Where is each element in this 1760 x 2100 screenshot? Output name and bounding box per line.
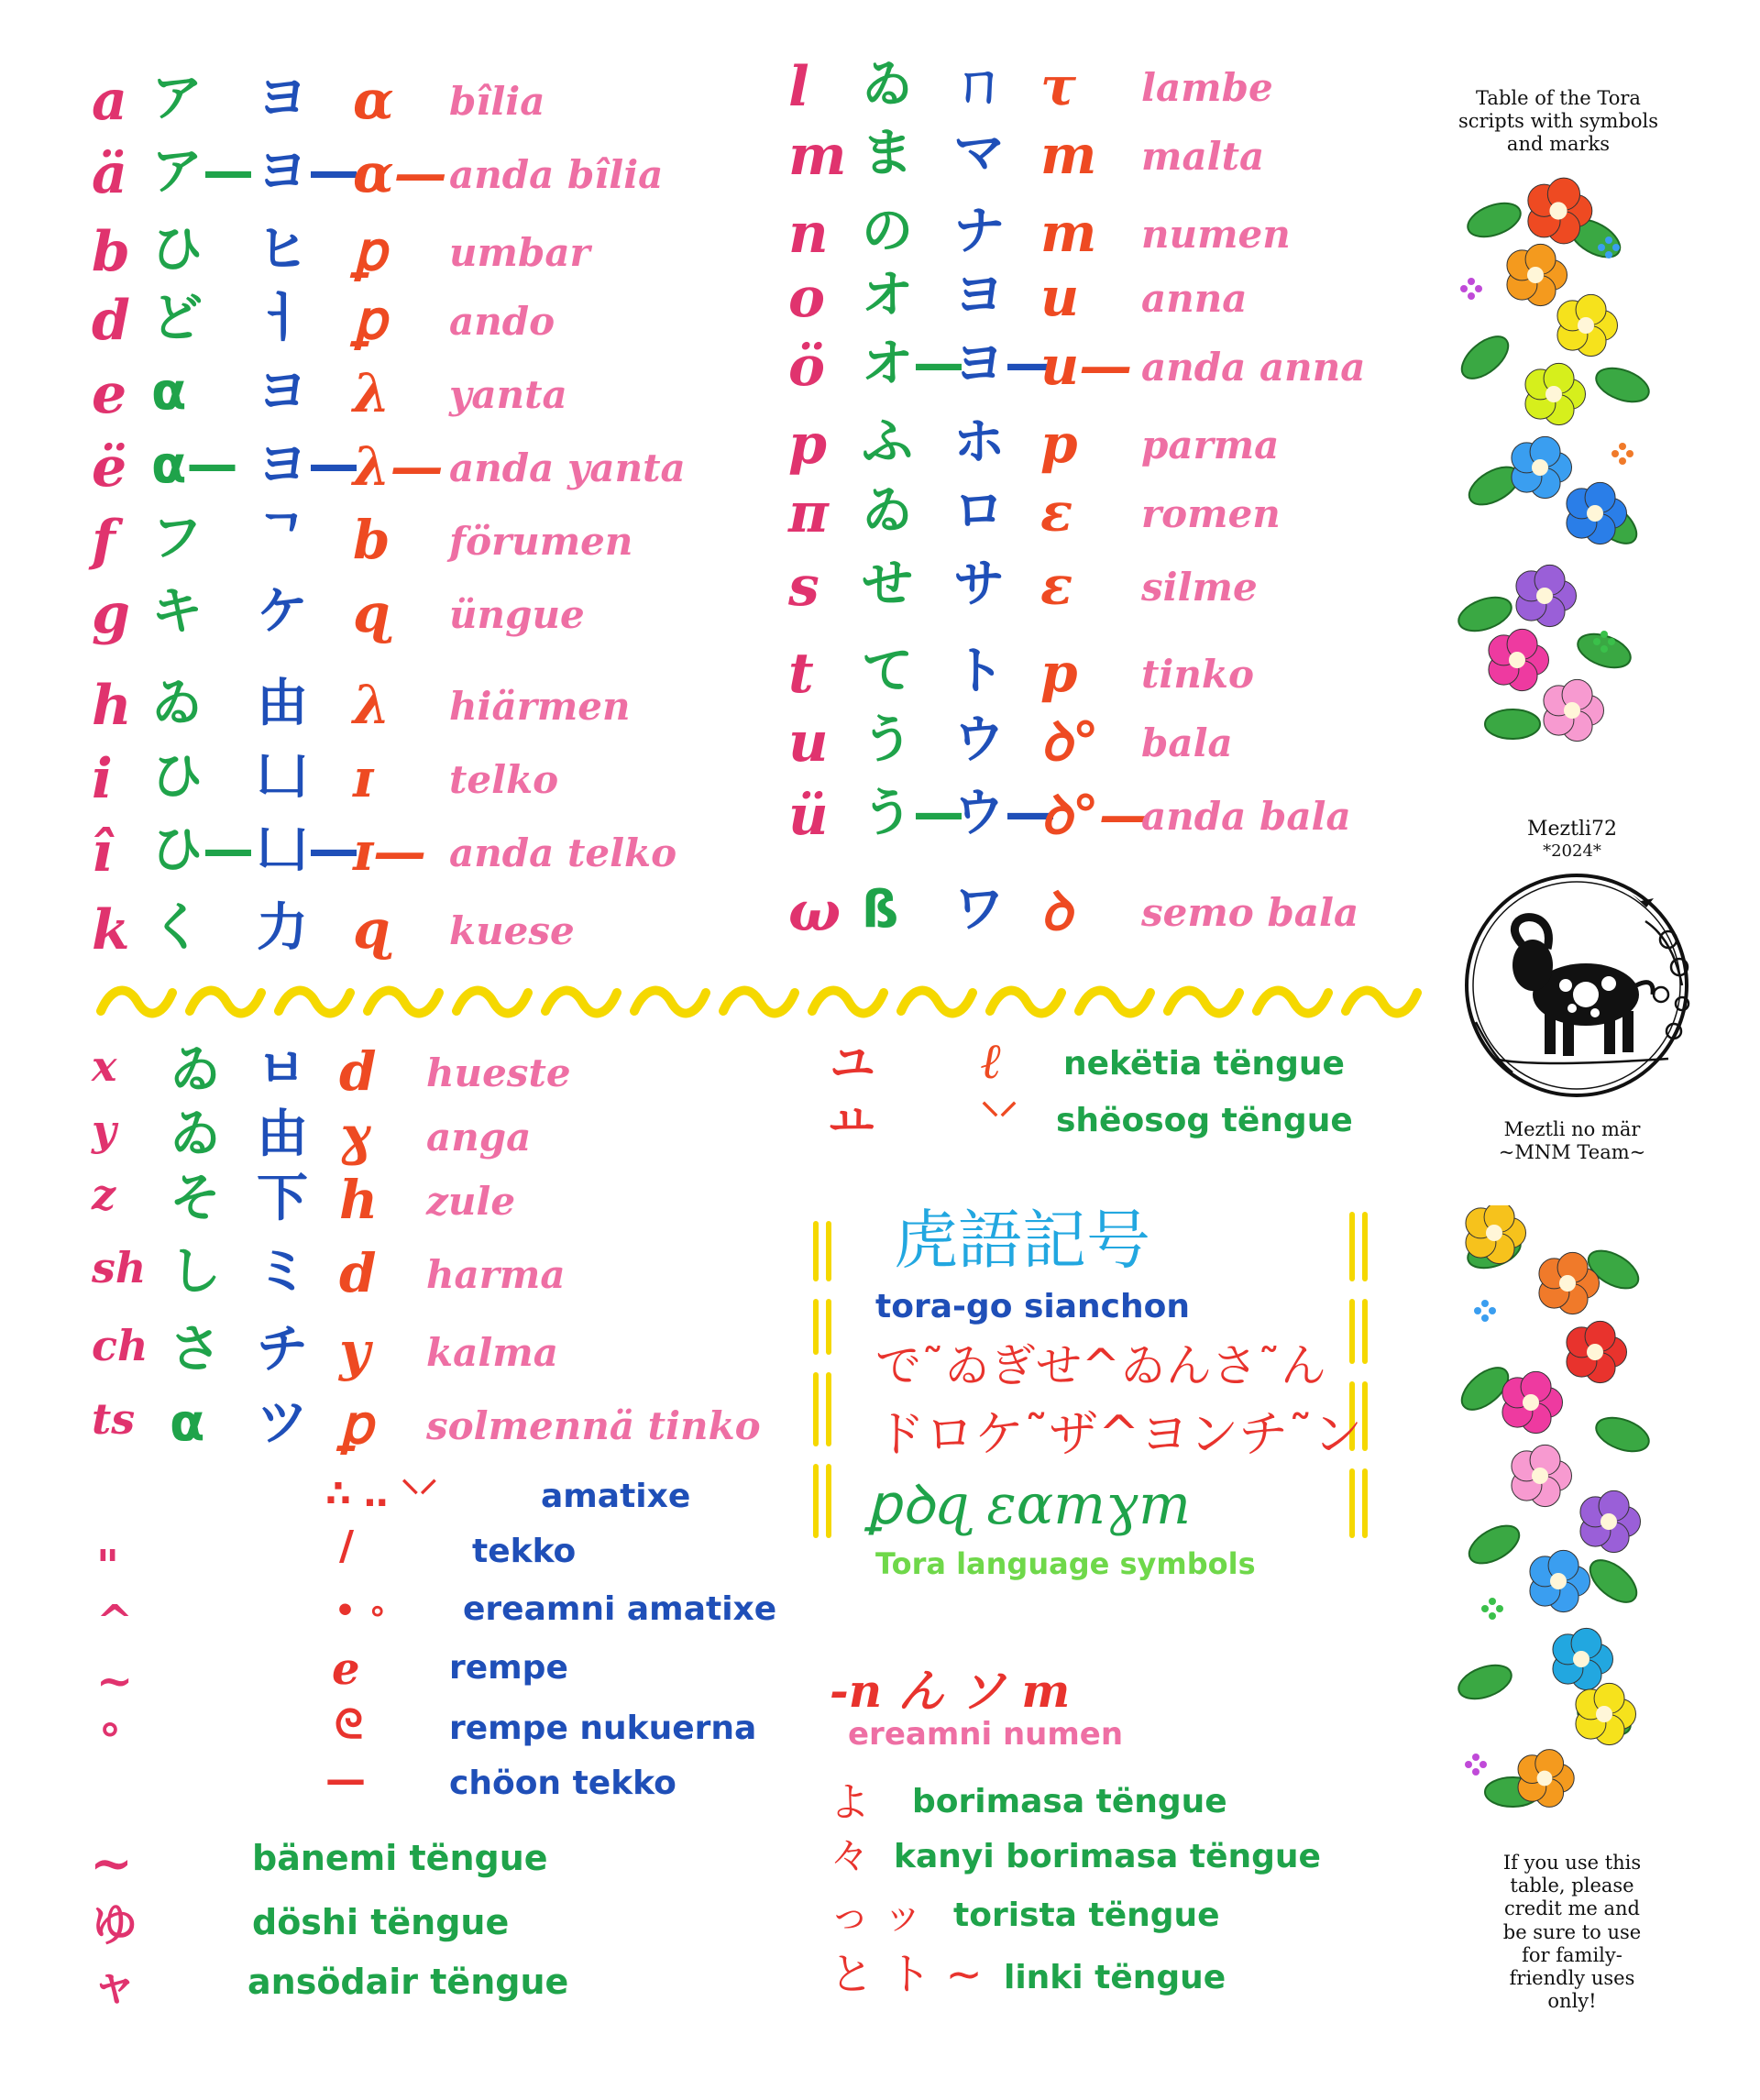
cell-ten: p [1040, 412, 1078, 475]
dot-icon [1598, 244, 1605, 251]
cell-hir: α— [151, 435, 238, 495]
tengue-symbol: ㅛ [830, 1094, 874, 1148]
cell-kat: ツ [257, 1393, 308, 1453]
cell-kat: 力 [257, 898, 308, 958]
cell-lat: t [788, 642, 814, 706]
cell-lat: ë [92, 435, 127, 500]
cell-lat: m [788, 124, 847, 188]
cell-hir: せ [862, 555, 913, 614]
leaf-icon [1591, 362, 1653, 409]
cell-kat: サ [953, 555, 1005, 614]
cell-ten: λ [353, 362, 390, 424]
cell-ten: α— [353, 142, 447, 204]
cell-hir: て [862, 642, 913, 701]
cell-tengwar-name: anda yanta [449, 445, 686, 490]
cell-ten: ꝑ [353, 289, 387, 351]
cell-lat: d [92, 289, 130, 353]
team-name-2: ~MNM Team~ [1498, 1141, 1646, 1163]
team-name: Meztli no mär [1503, 1118, 1641, 1140]
mark-latin: " [96, 1541, 120, 1592]
cell-tengwar-name: ando [449, 299, 556, 344]
flower-vine-bottom [1458, 1205, 1668, 1810]
cell-tengwar-name: tinko [1141, 652, 1255, 697]
cell-lat: f [92, 509, 116, 573]
tilde-mark [812, 991, 884, 1014]
flower-icon [1580, 1490, 1641, 1552]
cell-lat: π [788, 481, 829, 545]
cell-ten: u— [1040, 335, 1133, 397]
tengue-name: linki tëngue [1004, 1959, 1226, 1996]
dot-icon [1600, 631, 1608, 638]
credit-note: If you use this table, please credit me and be sure to use for family-friendly uses only! [1502, 1852, 1642, 2013]
cell-lat: o [788, 266, 826, 330]
cell-ten: ɋ [353, 898, 390, 961]
dot-icon [1608, 638, 1615, 645]
cell-hir: そ [170, 1169, 221, 1228]
tengue-symbol: ャ [92, 1957, 138, 2011]
cell-kat: ᄀ [257, 509, 307, 568]
cell-ten: ꝺ [1040, 880, 1072, 942]
dot-icon [1474, 1307, 1481, 1314]
dot-icon [1481, 1300, 1489, 1307]
cell-tengwar-name: numen [1141, 212, 1291, 257]
cell-hir: ど [151, 289, 203, 348]
cell-tengwar-name: anda bîlia [449, 152, 664, 197]
dot-icon [1619, 457, 1626, 465]
cell-kat: 由 [257, 674, 308, 733]
leaf-icon [1458, 591, 1516, 638]
cell-lat: h [92, 674, 132, 738]
cell-lat: s [788, 555, 820, 619]
flower-vine-top [1458, 174, 1668, 761]
tengue-symbol: よ [830, 1779, 870, 1826]
ereamni-name: ereamni numen [848, 1716, 1124, 1753]
leaf-icon [1458, 328, 1515, 386]
cell-tengwar-name: semo bala [1141, 890, 1359, 935]
flower-icon [1553, 1628, 1613, 1689]
cell-ten: ꝑ [339, 1393, 373, 1456]
leaf-icon [1463, 197, 1524, 244]
cell-hir: ま [862, 124, 913, 183]
cell-lat: u [788, 710, 829, 775]
cell-ten: λ [353, 674, 390, 736]
dot-icon [1481, 1605, 1489, 1612]
flower-icon [1466, 1205, 1526, 1264]
tengue-name: nekëtia tëngue [1063, 1045, 1345, 1083]
cell-lat: a [92, 69, 127, 133]
tilde-mark [1079, 991, 1150, 1014]
dot-icon [1496, 1605, 1503, 1612]
cell-lat: p [788, 412, 827, 477]
dot-icon [1612, 244, 1620, 251]
cell-lat: g [92, 582, 130, 646]
tilde-mark [368, 991, 439, 1014]
cell-tengwar-name: telko [449, 757, 559, 802]
tengue-symbol: ~ [90, 1833, 133, 1894]
dot-icon [1465, 1761, 1472, 1768]
cell-hir: う [862, 710, 913, 770]
cell-ten: d [339, 1242, 377, 1304]
cell-tengwar-name: kalma [426, 1330, 558, 1375]
cell-hir: ひ— [151, 820, 254, 880]
tengue-name: torista tëngue [953, 1897, 1220, 1934]
cell-hir: ß [862, 880, 899, 940]
flower-icon [1525, 363, 1586, 424]
tilde-mark [190, 991, 261, 1014]
mark-name: chöon tekko [449, 1765, 676, 1802]
leaf-icon [1591, 1412, 1653, 1458]
cell-kat: 凵— [257, 820, 359, 880]
cell-hir: さ [170, 1320, 221, 1380]
cell-ten: h [339, 1169, 379, 1231]
flower-icon [1530, 1550, 1590, 1611]
dot-icon [1481, 1314, 1489, 1322]
flower-icon [1544, 679, 1604, 741]
cell-lat: ω [788, 880, 842, 944]
cell-lat: z [92, 1170, 116, 1219]
cell-lat: e [92, 362, 127, 426]
cell-hir: オ— [862, 335, 964, 394]
dot-icon [1472, 1754, 1480, 1761]
cell-kat: ヨ— [257, 142, 359, 202]
cell-ten: d [339, 1040, 377, 1103]
cell-ten: ꝺ° [1040, 710, 1099, 773]
cell-kat: ヨ [953, 266, 1005, 325]
cell-kat: 下 [257, 1169, 308, 1228]
dot-icon [1612, 450, 1619, 457]
cell-kat: ヨ [257, 362, 308, 422]
dot-icon [1605, 251, 1612, 258]
cell-tengwar-name: romen [1141, 491, 1281, 536]
dot-icon [1619, 443, 1626, 450]
cell-lat: ä [92, 142, 127, 206]
leaf-icon [1583, 1552, 1644, 1610]
dot-icon [1468, 278, 1475, 285]
tilde-mark [723, 991, 795, 1014]
cell-ten: ɋ [353, 582, 390, 644]
cell-hir: ゐ [170, 1040, 221, 1100]
tengue-name: ansödair tëngue [248, 1962, 569, 2002]
mark-latin: ° [99, 1715, 121, 1766]
cell-hir: ふ [862, 412, 913, 472]
dot-icon [1468, 292, 1475, 300]
cell-lat: n [788, 202, 829, 266]
mark-symbol: ℯ [332, 1644, 360, 1695]
flower-icon [1489, 629, 1549, 690]
cell-ten: ɛ [1040, 481, 1073, 544]
flower-icon [1516, 565, 1577, 626]
mark-symbol: ᘓ [335, 1701, 363, 1748]
tilde-mark [545, 991, 617, 1014]
cell-kat: ㅂ [257, 1040, 307, 1100]
cell-ten: ɪ— [353, 820, 427, 883]
cell-tengwar-name: silme [1141, 565, 1258, 610]
cell-kat: ヨ [257, 69, 308, 128]
cell-tengwar-name: hiärmen [449, 684, 631, 729]
cell-lat: k [92, 898, 130, 962]
cell-kat: チ [257, 1320, 308, 1380]
tilde-mark [456, 991, 528, 1014]
cell-hir: ア— [151, 142, 254, 202]
cell-lat: ch [92, 1321, 148, 1370]
cell-kat: ウ [953, 710, 1005, 770]
cell-tengwar-name: anna [1141, 276, 1248, 321]
cell-ten: ɣ [339, 1105, 371, 1167]
dot-icon [1600, 645, 1608, 653]
cell-lat: b [92, 220, 130, 284]
mark-symbol: / [339, 1523, 355, 1569]
cell-tengwar-name: anga [426, 1115, 532, 1160]
cell-tengwar-name: üngue [449, 592, 585, 637]
tengue-name: kanyi borimasa tëngue [894, 1838, 1321, 1875]
cell-hir: う— [862, 784, 964, 843]
cell-ten: τ [1040, 55, 1077, 117]
ereamni-symbols: -n ん ソ m [830, 1664, 1071, 1718]
tengue-symbol: ゆ [92, 1897, 138, 1952]
cell-tengwar-name: anda bala [1141, 794, 1351, 839]
cell-lat: y [92, 1105, 116, 1155]
dot-icon [1460, 285, 1468, 292]
cell-kat: ロ [953, 481, 1005, 541]
cell-hir: し [170, 1242, 221, 1302]
cell-lat: ü [788, 784, 829, 848]
cell-lat: l [788, 55, 809, 119]
cell-kat: ㄇ [953, 55, 1005, 115]
box-katakana: ドロケ˜ザ^ヨンチ˜ン [875, 1405, 1363, 1463]
cell-kat: ホ [953, 412, 1005, 472]
tengue-symbol: と ト ~ [830, 1949, 983, 2000]
cell-ten: λ— [353, 435, 444, 498]
cell-tengwar-name: zule [426, 1179, 516, 1224]
cell-hir: の [862, 202, 913, 261]
left-yellow-bar [807, 1215, 843, 1554]
tengue-name: shëosog tëngue [1056, 1102, 1353, 1139]
flower-icon [1512, 436, 1572, 498]
cell-tengwar-name: yanta [449, 372, 567, 417]
tengue-symbol: ユ [830, 1037, 875, 1090]
leaf-icon [1458, 1659, 1516, 1706]
cell-lat: sh [92, 1243, 147, 1292]
tilde-mark [634, 991, 706, 1014]
tengue-symbol-tengwar: ⸌⸍ [981, 1095, 1018, 1138]
cell-kat: ト [953, 642, 1005, 701]
flower-icon [1567, 1321, 1627, 1382]
cell-hir: ゐ [151, 674, 203, 733]
tengue-name: döshi tëngue [252, 1902, 510, 1942]
cell-tengwar-name: anda anna [1141, 345, 1366, 390]
dot-icon [1489, 1612, 1496, 1620]
box-english: Tora language symbols [875, 1546, 1256, 1581]
cell-tengwar-name: förumen [449, 519, 633, 564]
cell-lat: ts [92, 1394, 136, 1444]
tilde-mark [1257, 991, 1328, 1014]
cell-hir: オ [862, 266, 913, 325]
dot-icon [1489, 1307, 1496, 1314]
cell-tengwar-name: umbar [449, 230, 590, 275]
tilde-mark [1346, 991, 1417, 1014]
cell-lat: x [92, 1041, 117, 1091]
box-hiragana: で˜ゐぎせ^ゐんさ˜ん [875, 1339, 1326, 1392]
right-yellow-bar [1343, 1205, 1380, 1554]
mark-name: rempe [449, 1649, 568, 1687]
cell-hir: ゐ [862, 481, 913, 541]
cell-tengwar-name: harma [426, 1252, 566, 1297]
cell-tengwar-name: bîlia [449, 79, 545, 124]
tilde-mark [901, 991, 973, 1014]
cell-tengwar-name: lambe [1141, 65, 1273, 110]
flower-icon [1502, 1371, 1563, 1433]
cell-kat: マ [953, 124, 1005, 183]
cell-ten: ꝺ°— [1040, 784, 1152, 846]
cell-hir: α [151, 362, 187, 422]
cell-kat: ヨ— [257, 435, 359, 495]
tilde-mark [990, 991, 1062, 1014]
cell-kat: ㅓ [257, 289, 307, 348]
mark-name: rempe nukuerna [449, 1710, 757, 1747]
flower-icon [1557, 294, 1618, 356]
tengue-name: borimasa tëngue [912, 1783, 1227, 1820]
cell-ten: m [1040, 124, 1097, 186]
box-tengwar: ꝑꝺɋ ɛαmɣm [866, 1473, 1191, 1537]
flower-icon [1512, 1445, 1572, 1506]
cell-lat: î [92, 820, 113, 885]
tengue-symbol-tengwar: ℓ [981, 1031, 1003, 1090]
tengue-name: bänemi tëngue [252, 1838, 548, 1878]
mark-symbol: ∴ ‥ ⸌⸍ [325, 1473, 438, 1515]
cell-lat: i [92, 747, 113, 811]
mark-name: tekko [472, 1533, 577, 1570]
cell-lat: ö [788, 335, 826, 399]
cell-hir: く [151, 898, 203, 958]
mark-latin: ^ [96, 1596, 134, 1647]
sidebar-year: *2024* [1543, 841, 1601, 861]
tilde-divider [92, 967, 1430, 1031]
cell-kat: ミ [257, 1242, 308, 1302]
tengue-symbol: っ ッ [830, 1892, 923, 1939]
tilde-mark [1168, 991, 1239, 1014]
cell-kat: ワ [953, 880, 1005, 940]
goat-emblem-icon [1458, 866, 1714, 1105]
cell-kat: ケ [257, 582, 308, 642]
mark-latin: ~ [96, 1655, 134, 1707]
mark-symbol: — [325, 1756, 366, 1803]
dot-icon [1626, 450, 1634, 457]
cell-hir: キ [151, 582, 203, 642]
leaf-icon [1463, 1518, 1525, 1571]
cell-hir: フ [151, 509, 203, 568]
dot-icon [1489, 1598, 1496, 1605]
cell-ten: ɛ [1040, 555, 1073, 617]
mark-name: ereamni amatixe [463, 1590, 777, 1628]
cell-kat: ナ [953, 202, 1005, 261]
cell-hir: α [170, 1393, 205, 1453]
box-romaji: tora-go sianchon [875, 1288, 1190, 1325]
cell-hir: ひ [151, 747, 203, 807]
cell-ten: u [1040, 266, 1080, 328]
cell-ten: p [1040, 642, 1078, 704]
cell-tengwar-name: malta [1141, 134, 1265, 179]
tilde-mark [279, 991, 350, 1014]
cell-tengwar-name: kuese [449, 908, 575, 953]
box-kanji: 虎語記号 [894, 1203, 1150, 1278]
flower-icon [1576, 1683, 1636, 1744]
leaf-icon [1485, 709, 1540, 739]
cell-tengwar-name: anda telko [449, 830, 677, 875]
cell-tengwar-name: hueste [426, 1050, 571, 1095]
dot-icon [1605, 236, 1612, 244]
cell-hir: ア [151, 69, 203, 128]
cell-hir: ゐ [170, 1105, 221, 1164]
cell-kat: ヒ [257, 220, 308, 280]
cell-kat: ヨ— [953, 335, 1056, 394]
tilde-mark [101, 991, 172, 1014]
cell-ten: m [1040, 202, 1097, 264]
cell-ten: y [339, 1320, 370, 1382]
cell-tengwar-name: bala [1141, 720, 1233, 765]
tengue-symbol: 々 [830, 1832, 870, 1879]
dot-icon [1475, 285, 1482, 292]
flower-icon [1507, 244, 1568, 305]
cell-ten: ꝑ [353, 220, 387, 282]
cell-ten: ɪ [353, 747, 374, 809]
cell-ten: α [353, 69, 394, 131]
dot-icon [1480, 1761, 1487, 1768]
dot-icon [1472, 1768, 1480, 1776]
cell-tengwar-name: parma [1141, 423, 1280, 467]
cell-tengwar-name: solmennä tinko [426, 1403, 761, 1448]
sidebar-title: Table of the Tora scripts with symbols and marks [1458, 87, 1659, 156]
flower-icon [1518, 1750, 1574, 1808]
dot-icon [1593, 638, 1600, 645]
cell-hir: ゐ [862, 55, 913, 115]
cell-kat: 由 [257, 1105, 308, 1164]
mark-symbol: • ∘ [335, 1592, 389, 1630]
cell-kat: ウ— [953, 784, 1056, 843]
cell-hir: ひ [151, 220, 203, 280]
cell-ten: b [353, 509, 390, 571]
mark-name: amatixe [541, 1478, 691, 1515]
cell-kat: 凵 [257, 747, 308, 807]
sidebar-author: Meztli72 [1526, 818, 1618, 841]
